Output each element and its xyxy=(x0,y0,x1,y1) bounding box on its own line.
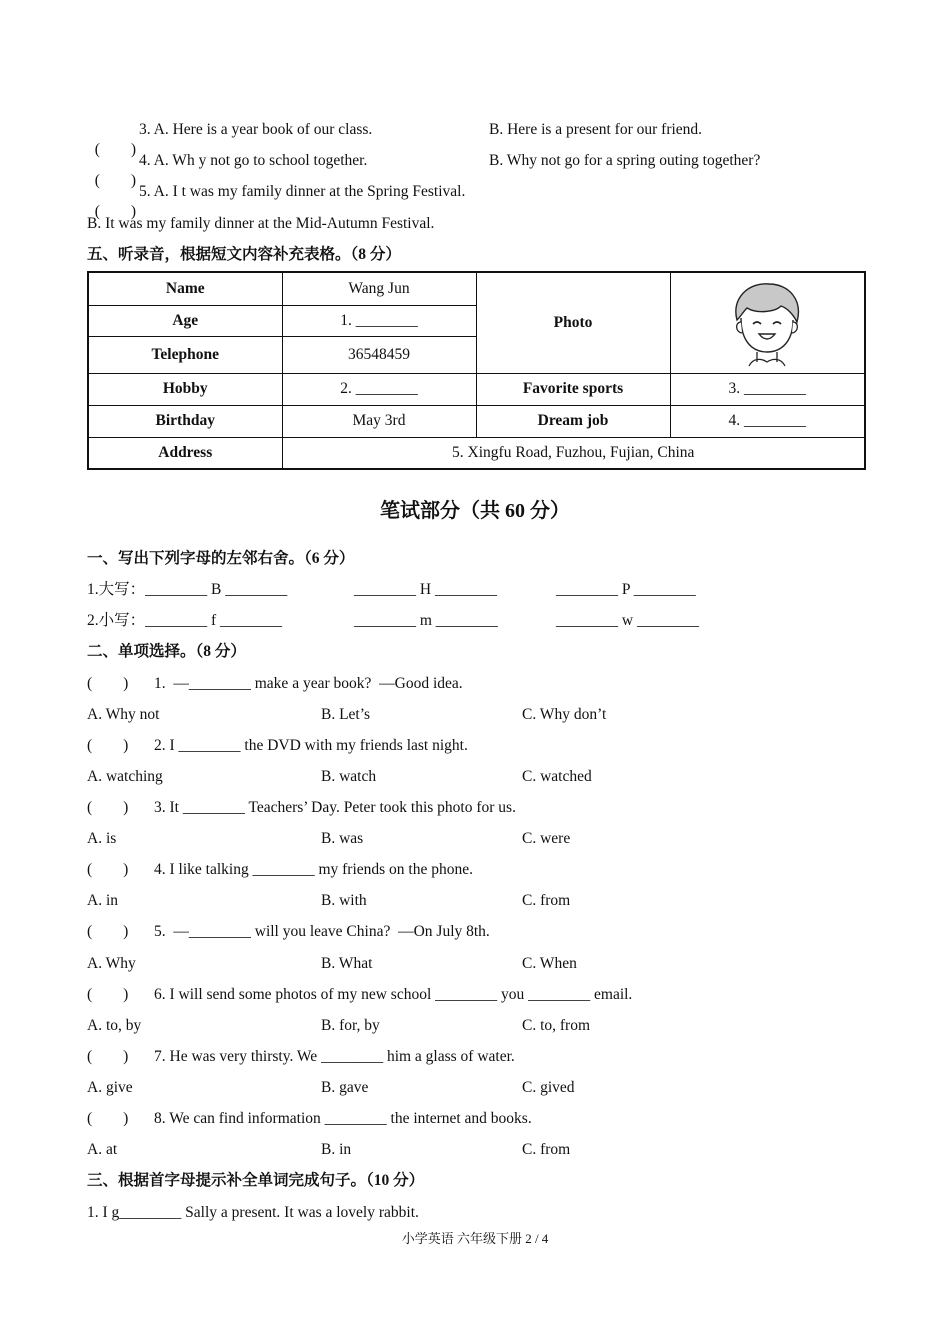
name-label: Name xyxy=(88,272,282,305)
mc-question-4-option-b: B. with xyxy=(321,892,367,909)
hobby-label: Hobby xyxy=(88,373,282,405)
birthday-label: Birthday xyxy=(88,405,282,437)
age-label: Age xyxy=(88,305,282,336)
info-table xyxy=(87,271,866,470)
mc-question-1-option-a: A. Why not xyxy=(87,706,160,723)
address-value: 5. Xingfu Road, Fuzhou, Fujian, China xyxy=(282,437,865,469)
photo-cell xyxy=(670,272,865,373)
mc-question-5-option-b: B. What xyxy=(321,955,373,972)
mc-question-3-option-a: A. is xyxy=(87,830,117,847)
mc-question-4-text: 4. I like talking ________ my friends on the phone. xyxy=(154,861,473,878)
mc-question-3-option-b: B. was xyxy=(321,830,364,847)
page-footer: 小学英语 六年级下册 2 / 4 xyxy=(401,1231,549,1246)
mc-question-4-paren: ( ) xyxy=(87,861,129,878)
answer-paren: ( ) xyxy=(94,172,137,189)
mc-question-5-option-c: C. When xyxy=(522,955,577,972)
mc-question-8-option-c: C. from xyxy=(522,1141,571,1158)
answer-paren: ( ) xyxy=(94,141,137,158)
mc-question-1-option-b: B. Let’s xyxy=(321,706,371,723)
section5-heading: 五、听录音，根据短文内容补充表格。（8 分） xyxy=(87,246,401,263)
age-value: 1. ________ xyxy=(282,305,476,336)
mc-question-2-text: 2. I ________ the DVD with my friends last night. xyxy=(154,737,468,754)
telephone-value: 36548459 xyxy=(282,336,476,373)
mc-question-2-option-a: A. watching xyxy=(87,768,163,785)
question-5-option-a: 5. A. I t was my family dinner at the Spring Festival. xyxy=(139,183,466,200)
part1-row1-col3: ________ P ________ xyxy=(556,581,696,598)
answer-paren: ( ) xyxy=(94,203,137,220)
question-4-option-a: 4. A. Wh y not go to school together. xyxy=(139,152,368,169)
mc-question-6-text: 6. I will send some photos of my new school ________ you ________ email. xyxy=(154,986,633,1003)
mc-question-6-paren: ( ) xyxy=(87,986,129,1003)
part1-row2-col3: ________ w ________ xyxy=(556,612,699,629)
mc-question-1-paren: ( ) xyxy=(87,675,129,692)
mc-question-7-paren: ( ) xyxy=(87,1048,129,1065)
mc-question-7-option-c: C. gived xyxy=(522,1079,575,1096)
mc-question-6-option-b: B. for, by xyxy=(321,1017,380,1034)
dream-job-label: Dream job xyxy=(476,405,670,437)
dream-job-value: 4. ________ xyxy=(670,405,865,437)
question-4-option-b: B. Why not go for a spring outing together? xyxy=(489,152,761,169)
mc-question-7-text: 7. He was very thirsty. We ________ him a glass of water. xyxy=(154,1048,515,1065)
mc-question-6-option-c: C. to, from xyxy=(522,1017,591,1034)
mc-question-8-option-b: B. in xyxy=(321,1141,352,1158)
boy-cartoon-icon xyxy=(727,278,807,368)
part1-row2-col1: 2.小写：________ f ________ xyxy=(87,612,283,629)
written-section-title: 笔试部分（共 60 分） xyxy=(380,500,570,522)
part2-heading: 二、单项选择。（8 分） xyxy=(87,643,246,660)
mc-question-5-paren: ( ) xyxy=(87,923,129,940)
question-3-option-a: 3. A. Here is a year book of our class. xyxy=(139,121,373,138)
mc-question-1-text: 1. —________ make a year book? —Good idea. xyxy=(154,675,463,692)
birthday-value: May 3rd xyxy=(282,405,476,437)
part3-question-1: 1. I g________ Sally a present. It was a lovely rabbit. xyxy=(87,1204,419,1221)
part1-row2-col2: ________ m ________ xyxy=(354,612,498,629)
hobby-value: 2. ________ xyxy=(282,373,476,405)
name-value: Wang Jun xyxy=(282,272,476,305)
mc-question-2-paren: ( ) xyxy=(87,737,129,754)
part1-heading: 一、写出下列字母的左邻右舍。（6 分） xyxy=(87,550,355,567)
mc-question-4-option-a: A. in xyxy=(87,892,118,909)
mc-question-8-option-a: A. at xyxy=(87,1141,118,1158)
mc-question-5-text: 5. —________ will you leave China? —On July 8th. xyxy=(154,923,490,940)
address-label: Address xyxy=(88,437,282,469)
mc-question-2-option-b: B. watch xyxy=(321,768,377,785)
photo-label: Photo xyxy=(476,272,670,373)
mc-question-3-option-c: C. were xyxy=(522,830,571,847)
mc-question-2-option-c: C. watched xyxy=(522,768,592,785)
telephone-label: Telephone xyxy=(88,336,282,373)
mc-question-7-option-b: B. gave xyxy=(321,1079,369,1096)
part1-row1-col2: ________ H ________ xyxy=(354,581,497,598)
mc-question-8-text: 8. We can find information ________ the internet and books. xyxy=(154,1110,532,1127)
mc-question-5-option-a: A. Why xyxy=(87,955,136,972)
part1-row1-col1: 1.大写：________ B ________ xyxy=(87,581,288,598)
mc-question-3-paren: ( ) xyxy=(87,799,129,816)
favorite-sports-label: Favorite sports xyxy=(476,373,670,405)
mc-question-7-option-a: A. give xyxy=(87,1079,133,1096)
mc-question-8-paren: ( ) xyxy=(87,1110,129,1127)
mc-question-3-text: 3. It ________ Teachers’ Day. Peter took this photo for us. xyxy=(154,799,516,816)
mc-question-4-option-c: C. from xyxy=(522,892,571,909)
question-5-option-b: B. It was my family dinner at the Mid-Autumn Festival. xyxy=(87,215,435,232)
question-3-option-b: B. Here is a present for our friend. xyxy=(489,121,703,138)
mc-question-6-option-a: A. to, by xyxy=(87,1017,142,1034)
favorite-sports-value: 3. ________ xyxy=(670,373,865,405)
mc-question-1-option-c: C. Why don’t xyxy=(522,706,607,723)
part3-heading: 三、根据首字母提示补全单词完成句子。（10 分） xyxy=(87,1172,425,1189)
